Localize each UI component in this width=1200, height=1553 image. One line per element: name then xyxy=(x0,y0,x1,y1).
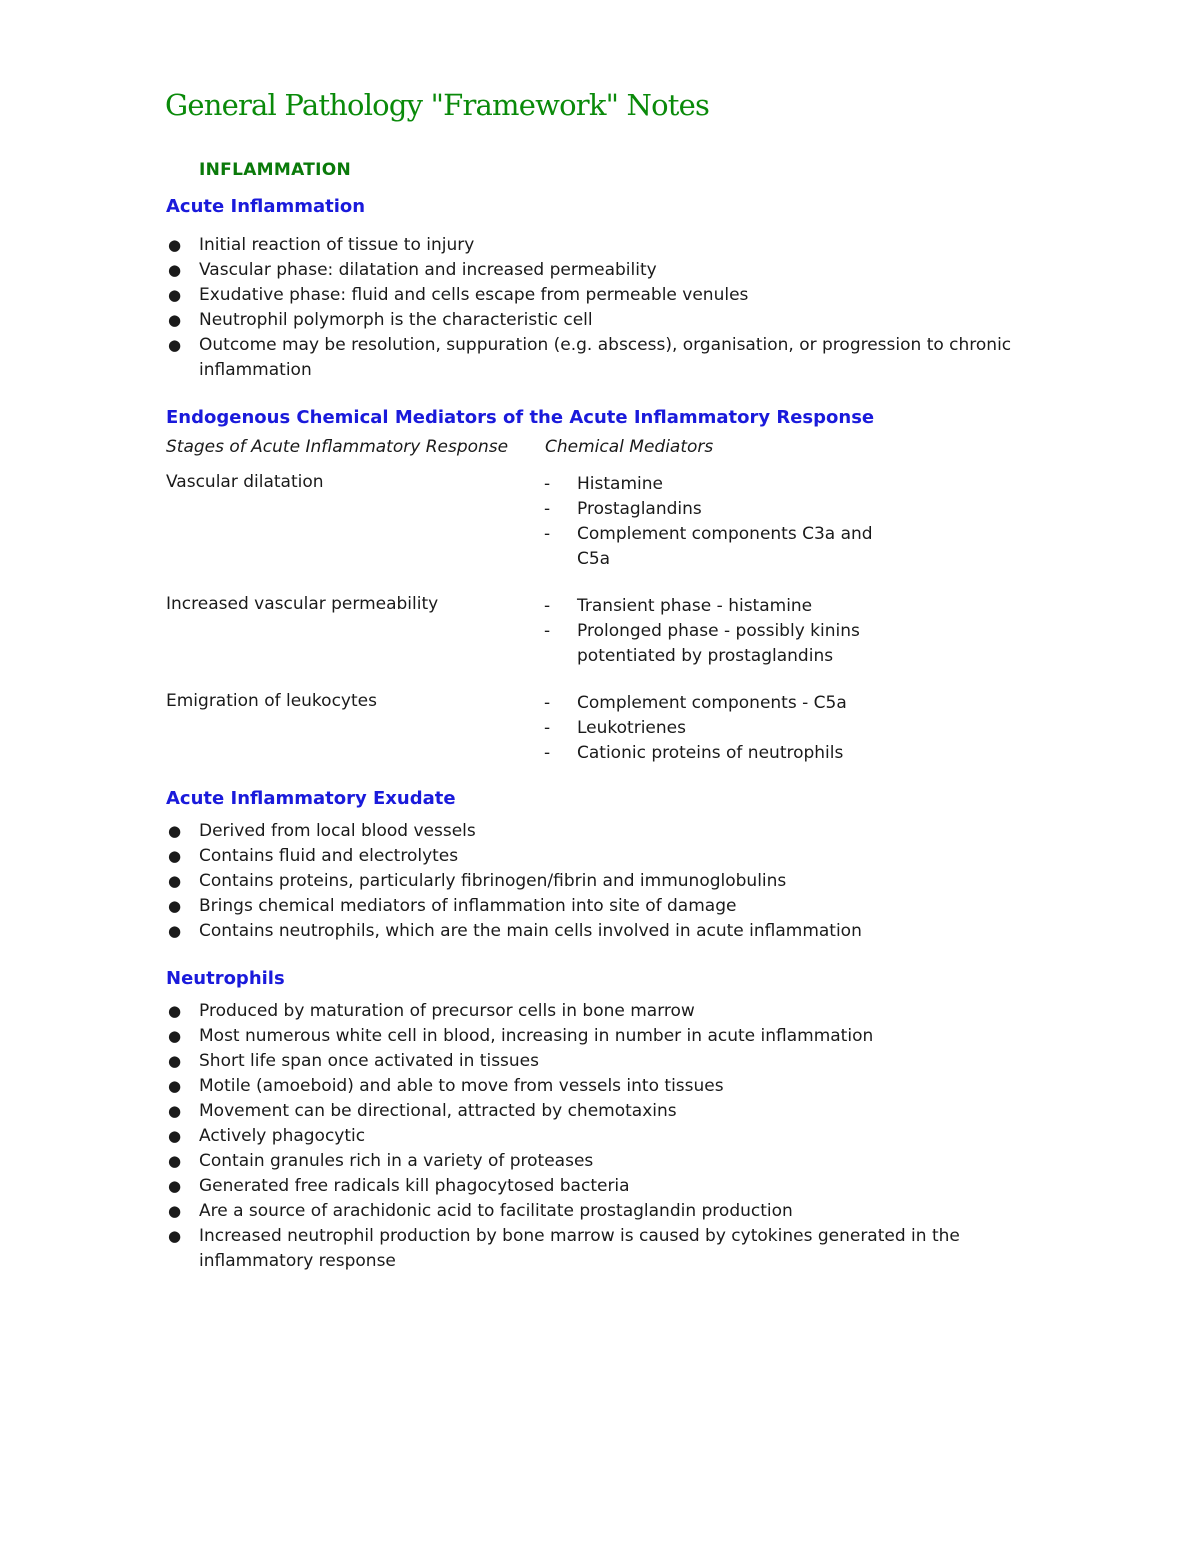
mediator-item: - Complement components C3a and C5a xyxy=(544,524,873,569)
list-item: ● Initial reaction of tissue to injury xyxy=(166,233,1046,258)
list-item: ● Produced by maturation of precursor cells in bone marrow xyxy=(166,999,1046,1024)
document-title: General Pathology "Framework" Notes xyxy=(165,88,710,122)
list-item: ● Motile (amoeboid) and able to move from vessels into tissues xyxy=(166,1074,1046,1099)
heading-neutrophils: Neutrophils xyxy=(166,968,285,989)
list-item: ● Outcome may be resolution, suppuration (e.g. abscess), organisation, or progression to chronic inflammation xyxy=(168,335,1012,380)
bullet-icon: ● xyxy=(168,1202,182,1220)
heading-acute-inflammation: Acute Inflammation xyxy=(166,196,366,217)
mediator-list xyxy=(541,691,901,766)
mediator-item: - Histamine xyxy=(544,474,663,494)
column-header-mediators: Chemical Mediators xyxy=(545,437,714,457)
mediator-item: - Prolonged phase - possibly kinins potentiated by prostaglandins xyxy=(544,621,860,666)
bullet-icon: ● xyxy=(168,236,182,254)
list-item: ● Exudative phase: fluid and cells escape from permeable venules xyxy=(166,283,1046,308)
mediator-item: - Cationic proteins of neutrophils xyxy=(544,743,844,763)
list-item: ● Contains proteins, particularly fibrinogen/fibrin and immunoglobulins xyxy=(166,869,1046,894)
mediator-item: - Leukotrienes xyxy=(544,718,686,738)
bullet-icon: ● xyxy=(168,336,182,354)
mediator-item: - Prostaglandins xyxy=(544,499,702,519)
list-item: ● Actively phagocytic xyxy=(166,1124,1046,1149)
bullet-icon: ● xyxy=(168,261,182,279)
column-header-stages: Stages of Acute Inflammatory Response xyxy=(166,437,509,457)
list-item: ● Neutrophil polymorph is the characteristic cell xyxy=(166,308,1046,333)
stage-label: Vascular dilatation xyxy=(166,472,324,492)
bullet-icon: ● xyxy=(168,1027,182,1045)
list-item: ● Short life span once activated in tissues xyxy=(166,1049,1046,1074)
heading-chemical-mediators: Endogenous Chemical Mediators of the Acute Inflammatory Response xyxy=(166,407,875,428)
list-item: ● Brings chemical mediators of inflammation into site of damage xyxy=(166,894,1046,919)
mediator-item: - Transient phase - histamine xyxy=(544,596,813,616)
neutrophils-list xyxy=(166,999,1046,1274)
acute-inflammation-list xyxy=(166,233,1046,383)
mediator-item: - Complement components - C5a xyxy=(544,693,847,713)
bullet-icon: ● xyxy=(168,847,182,865)
bullet-icon: ● xyxy=(168,897,182,915)
list-item: ● Contains fluid and electrolytes xyxy=(166,844,1046,869)
bullet-icon: ● xyxy=(168,822,182,840)
stage-label: Emigration of leukocytes xyxy=(166,691,377,711)
bullet-icon: ● xyxy=(168,1227,182,1245)
list-item: ● Are a source of arachidonic acid to facilitate prostaglandin production xyxy=(166,1199,1046,1224)
mediator-list xyxy=(541,472,901,572)
list-item: ● Vascular phase: dilatation and increased permeability xyxy=(166,258,1046,283)
bullet-icon: ● xyxy=(168,1052,182,1070)
bullet-icon: ● xyxy=(168,286,182,304)
list-item: ● Derived from local blood vessels xyxy=(166,819,1046,844)
bullet-icon: ● xyxy=(168,872,182,890)
bullet-icon: ● xyxy=(168,1177,182,1195)
heading-exudate: Acute Inflammatory Exudate xyxy=(166,788,456,809)
bullet-icon: ● xyxy=(168,311,182,329)
section-label: INFLAMMATION xyxy=(199,160,352,180)
list-item: ● Contains neutrophils, which are the main cells involved in acute inflammation xyxy=(166,919,1046,944)
list-item: ● Contain granules rich in a variety of proteases xyxy=(166,1149,1046,1174)
bullet-icon: ● xyxy=(168,1152,182,1170)
list-item: ● Generated free radicals kill phagocytosed bacteria xyxy=(166,1174,1046,1199)
stage-label: Increased vascular permeability xyxy=(166,594,439,614)
bullet-icon: ● xyxy=(168,1077,182,1095)
list-item: ● Movement can be directional, attracted by chemotaxins xyxy=(166,1099,1046,1124)
bullet-icon: ● xyxy=(168,1102,182,1120)
bullet-icon: ● xyxy=(168,1002,182,1020)
exudate-list xyxy=(166,819,1046,944)
mediator-list xyxy=(541,594,881,669)
bullet-icon: ● xyxy=(168,922,182,940)
list-item: ● Most numerous white cell in blood, increasing in number in acute inflammation xyxy=(166,1024,1046,1049)
bullet-icon: ● xyxy=(168,1127,182,1145)
list-item: ● Increased neutrophil production by bone marrow is caused by cytokines generated in the inflammatory response xyxy=(168,1226,960,1271)
